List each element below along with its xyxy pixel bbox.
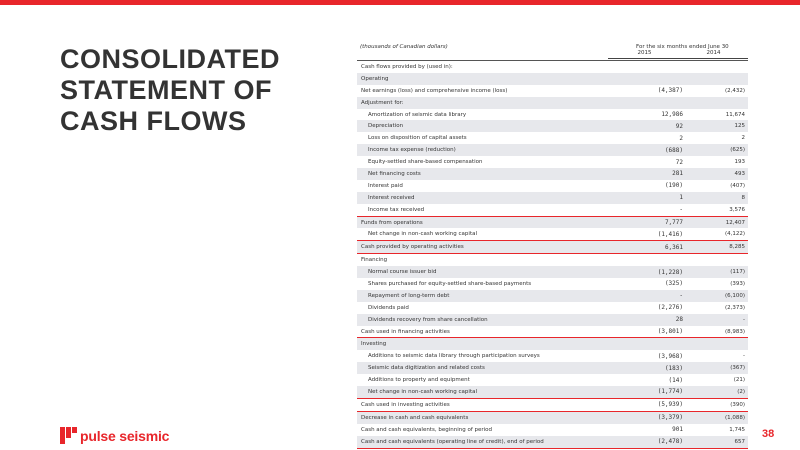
value-2015: (325) bbox=[664, 280, 683, 288]
row-label: Net change in non-cash working capital bbox=[368, 231, 478, 238]
table-row bbox=[357, 156, 748, 168]
value-2015: (4,387) bbox=[657, 87, 683, 95]
value-2014: (393) bbox=[730, 280, 745, 287]
table-row bbox=[357, 362, 748, 374]
row-label: Adjustment for: bbox=[361, 99, 404, 106]
value-2015: (1,416) bbox=[657, 230, 683, 238]
pulse-seismic-logo-icon bbox=[60, 427, 77, 444]
row-label: Additions to property and equipment bbox=[368, 377, 470, 384]
value-2014: (2,373) bbox=[724, 304, 745, 311]
row-label: Income tax expense (reduction) bbox=[368, 147, 456, 154]
row-label: Dividends recovery from share cancellation bbox=[368, 316, 488, 323]
value-2015: 2 bbox=[679, 134, 683, 142]
table-row bbox=[357, 254, 748, 266]
value-2014: (2) bbox=[737, 388, 745, 395]
value-2014: (1,088) bbox=[724, 414, 745, 421]
row-label: Funds from operations bbox=[361, 219, 423, 226]
value-2014: 8 bbox=[741, 194, 745, 201]
value-2014: (6,100) bbox=[724, 292, 745, 299]
value-2014: 1,745 bbox=[729, 426, 745, 433]
table-row bbox=[357, 168, 748, 180]
value-2015: 72 bbox=[675, 158, 683, 166]
value-2015: (14) bbox=[668, 376, 683, 384]
table-row bbox=[357, 241, 748, 254]
value-2014: - bbox=[743, 353, 745, 360]
table-row bbox=[357, 374, 748, 386]
value-2015: - bbox=[679, 206, 683, 214]
row-label: Cash and cash equivalents, beginning of period bbox=[361, 426, 493, 433]
value-2015: (1,774) bbox=[657, 388, 683, 396]
value-2015: 92 bbox=[675, 122, 683, 130]
value-2014: (117) bbox=[730, 269, 745, 276]
slide-title bbox=[60, 44, 320, 137]
slide-title-line: CASH FLOWS bbox=[60, 106, 247, 136]
value-2014: (21) bbox=[733, 377, 745, 384]
row-label: Income tax received bbox=[368, 206, 425, 213]
row-label: Interest received bbox=[368, 194, 415, 201]
table-row bbox=[357, 436, 748, 449]
row-label: Cash used in financing activities bbox=[361, 328, 450, 335]
row-label: Net financing costs bbox=[368, 170, 421, 177]
value-2014: 2 bbox=[741, 135, 745, 142]
table-row bbox=[357, 266, 748, 278]
value-2014: (390) bbox=[730, 401, 745, 408]
row-label: Dividends paid bbox=[368, 304, 409, 311]
table-row bbox=[357, 338, 748, 350]
value-2014: (407) bbox=[730, 182, 745, 189]
table-row bbox=[357, 192, 748, 204]
value-2015: (3,968) bbox=[657, 352, 683, 360]
page-number: 38 bbox=[762, 428, 775, 440]
table-row bbox=[357, 109, 748, 121]
value-2015: 1 bbox=[679, 194, 683, 202]
table-row bbox=[357, 228, 748, 241]
row-label: Investing bbox=[361, 341, 387, 348]
row-label: Decrease in cash and cash equivalents bbox=[361, 414, 469, 421]
table-row bbox=[357, 73, 748, 85]
value-2014: 8,285 bbox=[729, 244, 745, 251]
value-2014: - bbox=[743, 316, 745, 323]
value-2014: 125 bbox=[734, 123, 745, 130]
top-accent-bar bbox=[0, 0, 800, 5]
value-2014: (4,122) bbox=[724, 231, 745, 238]
row-label: Depreciation bbox=[368, 123, 404, 130]
value-2015: 281 bbox=[672, 170, 683, 178]
row-label: Cash used in investing activities bbox=[361, 401, 450, 408]
value-2015: (190) bbox=[664, 182, 683, 190]
value-2015: (688) bbox=[664, 146, 683, 154]
value-2015: (5,939) bbox=[657, 401, 683, 409]
table-row bbox=[357, 386, 748, 399]
units-note: (thousands of Canadian dollars) bbox=[360, 44, 448, 50]
row-label: Repayment of long-term debt bbox=[368, 292, 450, 299]
table-row bbox=[357, 132, 748, 144]
value-2014: 493 bbox=[734, 170, 745, 177]
value-2014: 12,407 bbox=[725, 219, 745, 226]
value-2014: (2,432) bbox=[724, 87, 745, 94]
table-row bbox=[357, 290, 748, 302]
value-2015: 901 bbox=[672, 426, 683, 434]
row-label: Seismic data digitization and related costs bbox=[368, 365, 485, 372]
cash-flow-table bbox=[357, 60, 748, 449]
value-2015: (3,801) bbox=[657, 328, 683, 336]
row-label: Equity-settled share-based compensation bbox=[368, 159, 483, 166]
table-row bbox=[357, 350, 748, 362]
value-2015: 7,777 bbox=[664, 219, 683, 227]
value-2015: (2,478) bbox=[657, 438, 683, 446]
value-2015: 28 bbox=[675, 316, 683, 324]
table-row bbox=[357, 412, 748, 424]
period-header: For the six months ended June 30 bbox=[636, 44, 729, 50]
table-row bbox=[357, 97, 748, 109]
row-label: Amortization of seismic data library bbox=[368, 111, 467, 118]
row-label: Financing bbox=[361, 257, 388, 264]
table-row bbox=[357, 399, 748, 412]
table-row bbox=[357, 60, 748, 73]
row-label: Net change in non-cash working capital bbox=[368, 388, 478, 395]
row-label: Operating bbox=[361, 75, 389, 82]
slide-title-line: CONSOLIDATED bbox=[60, 44, 280, 74]
row-label: Shares purchased for equity-settled share-based payments bbox=[368, 280, 532, 287]
value-2014: (8,983) bbox=[724, 328, 745, 335]
row-label: Cash flows provided by (used in): bbox=[361, 63, 453, 70]
value-2014: 657 bbox=[734, 438, 745, 445]
year-header-row bbox=[608, 48, 748, 59]
table-row bbox=[357, 326, 748, 339]
row-label: Cash provided by operating activities bbox=[361, 244, 464, 251]
table-row bbox=[357, 204, 748, 216]
row-label: Cash and cash equivalents (operating line of credit), end of period bbox=[361, 438, 544, 445]
row-label: Additions to seismic data library through participation surveys bbox=[368, 353, 540, 360]
year-2015-header: 2015 bbox=[637, 50, 652, 56]
pulse-seismic-logo bbox=[60, 427, 169, 444]
value-2015: - bbox=[679, 292, 683, 300]
row-label: Normal course issuer bid bbox=[368, 269, 437, 276]
row-label: Interest paid bbox=[368, 182, 403, 189]
table-row bbox=[357, 314, 748, 326]
logo-text: pulse seismic bbox=[80, 427, 170, 444]
row-label: Net earnings (loss) and comprehensive income (loss) bbox=[361, 87, 508, 94]
value-2015: (183) bbox=[664, 364, 683, 372]
table-row bbox=[357, 180, 748, 192]
row-label: Loss on disposition of capital assets bbox=[368, 135, 467, 142]
table-row bbox=[357, 216, 748, 229]
table-row bbox=[357, 120, 748, 132]
value-2015: (2,276) bbox=[657, 304, 683, 312]
value-2014: 193 bbox=[734, 159, 745, 166]
year-2014-header: 2014 bbox=[706, 50, 721, 56]
value-2015: 12,986 bbox=[661, 111, 683, 118]
value-2014: 11,674 bbox=[725, 111, 745, 118]
value-2015: 6,361 bbox=[664, 243, 683, 251]
table-row bbox=[357, 144, 748, 156]
slide-title-line: STATEMENT OF bbox=[60, 75, 272, 105]
value-2014: (625) bbox=[730, 147, 745, 154]
value-2014: 3,576 bbox=[729, 206, 745, 213]
value-2015: (1,228) bbox=[657, 268, 683, 276]
table-row bbox=[357, 278, 748, 290]
value-2015: (3,379) bbox=[657, 414, 683, 422]
table-row bbox=[357, 85, 748, 97]
table-row bbox=[357, 302, 748, 314]
table-row bbox=[357, 424, 748, 436]
value-2014: (367) bbox=[730, 365, 745, 372]
